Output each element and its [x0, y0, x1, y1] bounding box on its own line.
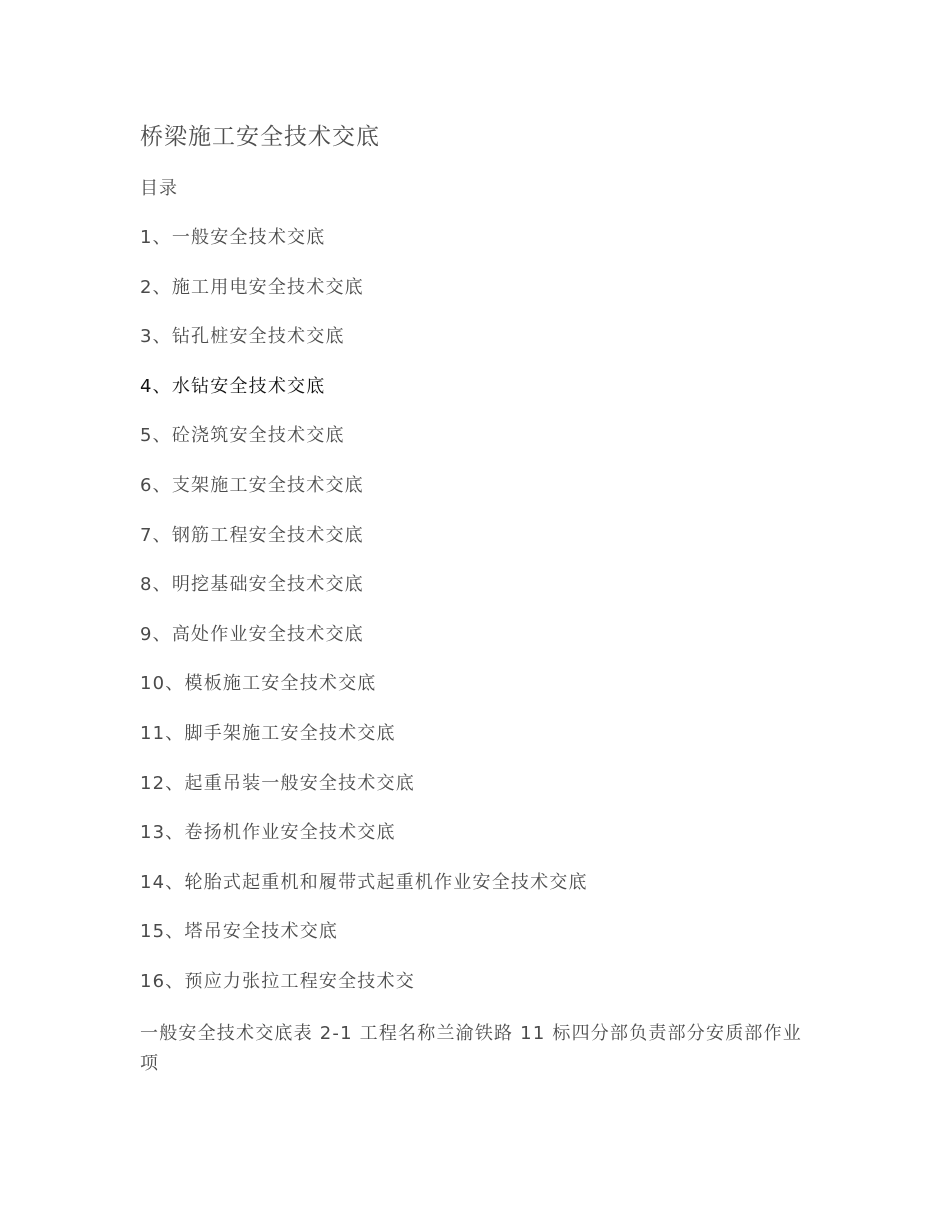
toc-item-12[interactable]: 12、起重吊装一般安全技术交底 — [140, 772, 415, 794]
toc-item-6[interactable]: 6、支架施工安全技术交底 — [140, 474, 364, 496]
table-of-contents — [140, 225, 588, 1019]
toc-item-7[interactable]: 7、钢筋工程安全技术交底 — [140, 524, 364, 546]
toc-item-10[interactable]: 10、模板施工安全技术交底 — [140, 673, 377, 695]
toc-item-14[interactable]: 14、轮胎式起重机和履带式起重机作业安全技术交底 — [140, 871, 588, 893]
toc-item-8[interactable]: 8、明挖基础安全技术交底 — [140, 574, 364, 596]
intro-paragraph: 一般安全技术交底表 2-1 工程名称兰渝铁路 11 标四分部负责部分安质部作业项 — [140, 1023, 802, 1074]
toc-item-11[interactable]: 11、脚手架施工安全技术交底 — [140, 722, 396, 744]
toc-item-16[interactable]: 16、预应力张拉工程安全技术交 — [140, 970, 415, 992]
toc-heading: 目录 — [140, 178, 178, 199]
toc-item-5[interactable]: 5、砼浇筑安全技术交底 — [140, 425, 345, 447]
toc-item-15[interactable]: 15、塔吊安全技术交底 — [140, 921, 339, 943]
toc-item-4[interactable]: 4、水钻安全技术交底 — [140, 375, 326, 397]
toc-item-9[interactable]: 9、高处作业安全技术交底 — [140, 623, 364, 645]
toc-item-3[interactable]: 3、钻孔桩安全技术交底 — [140, 326, 345, 348]
document-title: 桥梁施工安全技术交底 — [140, 124, 380, 150]
toc-item-13[interactable]: 13、卷扬机作业安全技术交底 — [140, 822, 396, 844]
toc-item-2[interactable]: 2、施工用电安全技术交底 — [140, 276, 364, 298]
toc-item-1[interactable]: 1、一般安全技术交底 — [140, 227, 326, 248]
